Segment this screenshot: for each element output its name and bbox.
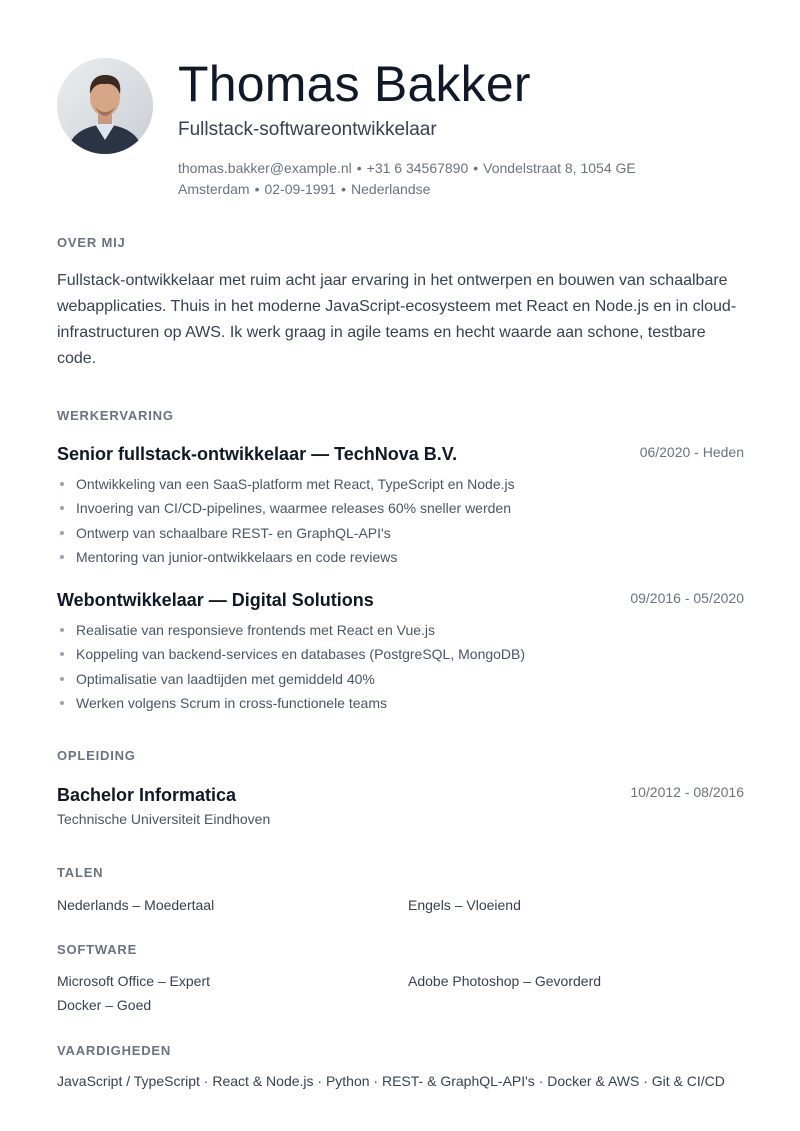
cv-header <box>57 56 757 206</box>
experience-period: 06/2020 - Heden <box>639 444 744 460</box>
experience-title: Webontwikkelaar — Digital Solutions <box>57 590 374 610</box>
person-photo-icon <box>57 58 153 154</box>
contact-separator: • <box>341 181 347 197</box>
section-title-skills: VAARDIGHEDEN <box>57 1043 172 1058</box>
software-item: Adobe Photoshop – Gevorderd <box>408 973 602 989</box>
experience-bullet: Werken volgens Scrum in cross-functionele teams <box>57 691 747 715</box>
experience-bullet: Ontwikkeling van een SaaS-platform met React, TypeScript en Node.js <box>57 472 747 496</box>
section-title-education: OPLEIDING <box>57 748 136 763</box>
education-period: 10/2012 - 08/2016 <box>630 784 744 800</box>
experience-bullet: Ontwerp van schaalbare REST- en GraphQL-API's <box>57 521 747 545</box>
section-title-experience: WERKERVARING <box>57 408 174 423</box>
experience-bullets <box>57 472 747 569</box>
address-text: Vondelstraat 8, 1054 GE Amsterdam <box>178 160 636 197</box>
contact-separator: • <box>473 160 479 176</box>
language-item: Nederlands – Moedertaal <box>57 897 215 913</box>
experience-bullet: Realisatie van responsieve frontends met React en Vue.js <box>57 618 747 642</box>
experience-bullet: Mentoring van junior-ontwikkelaars en code reviews <box>57 545 747 569</box>
language-item: Engels – Vloeiend <box>408 897 521 913</box>
birthdate-text: 02-09-1991 <box>264 181 337 197</box>
phone-text: +31 6 34567890 <box>366 160 469 176</box>
contact-details <box>178 158 698 200</box>
contact-separator: • <box>254 181 260 197</box>
experience-title: Senior fullstack-ontwikkelaar — TechNova B.V. <box>57 444 458 464</box>
candidate-job-title: Fullstack-softwareontwikkelaar <box>178 119 437 140</box>
email-text: thomas.bakker@example.nl <box>178 160 352 176</box>
contact-separator: • <box>356 160 362 176</box>
experience-bullet: Koppeling van backend-services en databases (PostgreSQL, MongoDB) <box>57 642 747 666</box>
nationality-text: Nederlandse <box>351 181 431 197</box>
software-item: Docker – Goed <box>57 997 152 1013</box>
about-text: Fullstack-ontwikkelaar met ruim acht jaar ervaring in het ontwerpen en bouwen van schaalbare webapplicaties. Thuis in het moderne JavaScript-ecosysteem met React en Node.js en in cloud-infrastructuren op AWS. Ik werk graag in agile teams en hecht waarde aan schone, testbare code. <box>57 272 737 367</box>
education-school: Technische Universiteit Eindhoven <box>57 811 271 827</box>
profile-photo <box>57 58 153 154</box>
education-degree: Bachelor Informatica <box>57 785 237 805</box>
experience-bullet: Optimalisatie van laadtijden met gemiddeld 40% <box>57 667 747 691</box>
section-title-about: OVER MIJ <box>57 235 126 250</box>
candidate-name: Thomas Bakker <box>178 56 531 112</box>
skills-text: JavaScript / TypeScript · React & Node.js · Python · REST- & GraphQL-API's · Docker & AWS · Git & CI/CD <box>57 1073 725 1089</box>
experience-period: 09/2016 - 05/2020 <box>630 590 744 606</box>
section-title-languages: TALEN <box>57 865 104 880</box>
experience-bullet: Invoering van CI/CD-pipelines, waarmee releases 60% sneller werden <box>57 496 747 520</box>
experience-bullets <box>57 618 747 715</box>
software-item: Microsoft Office – Expert <box>57 973 211 989</box>
section-title-software: SOFTWARE <box>57 942 138 957</box>
